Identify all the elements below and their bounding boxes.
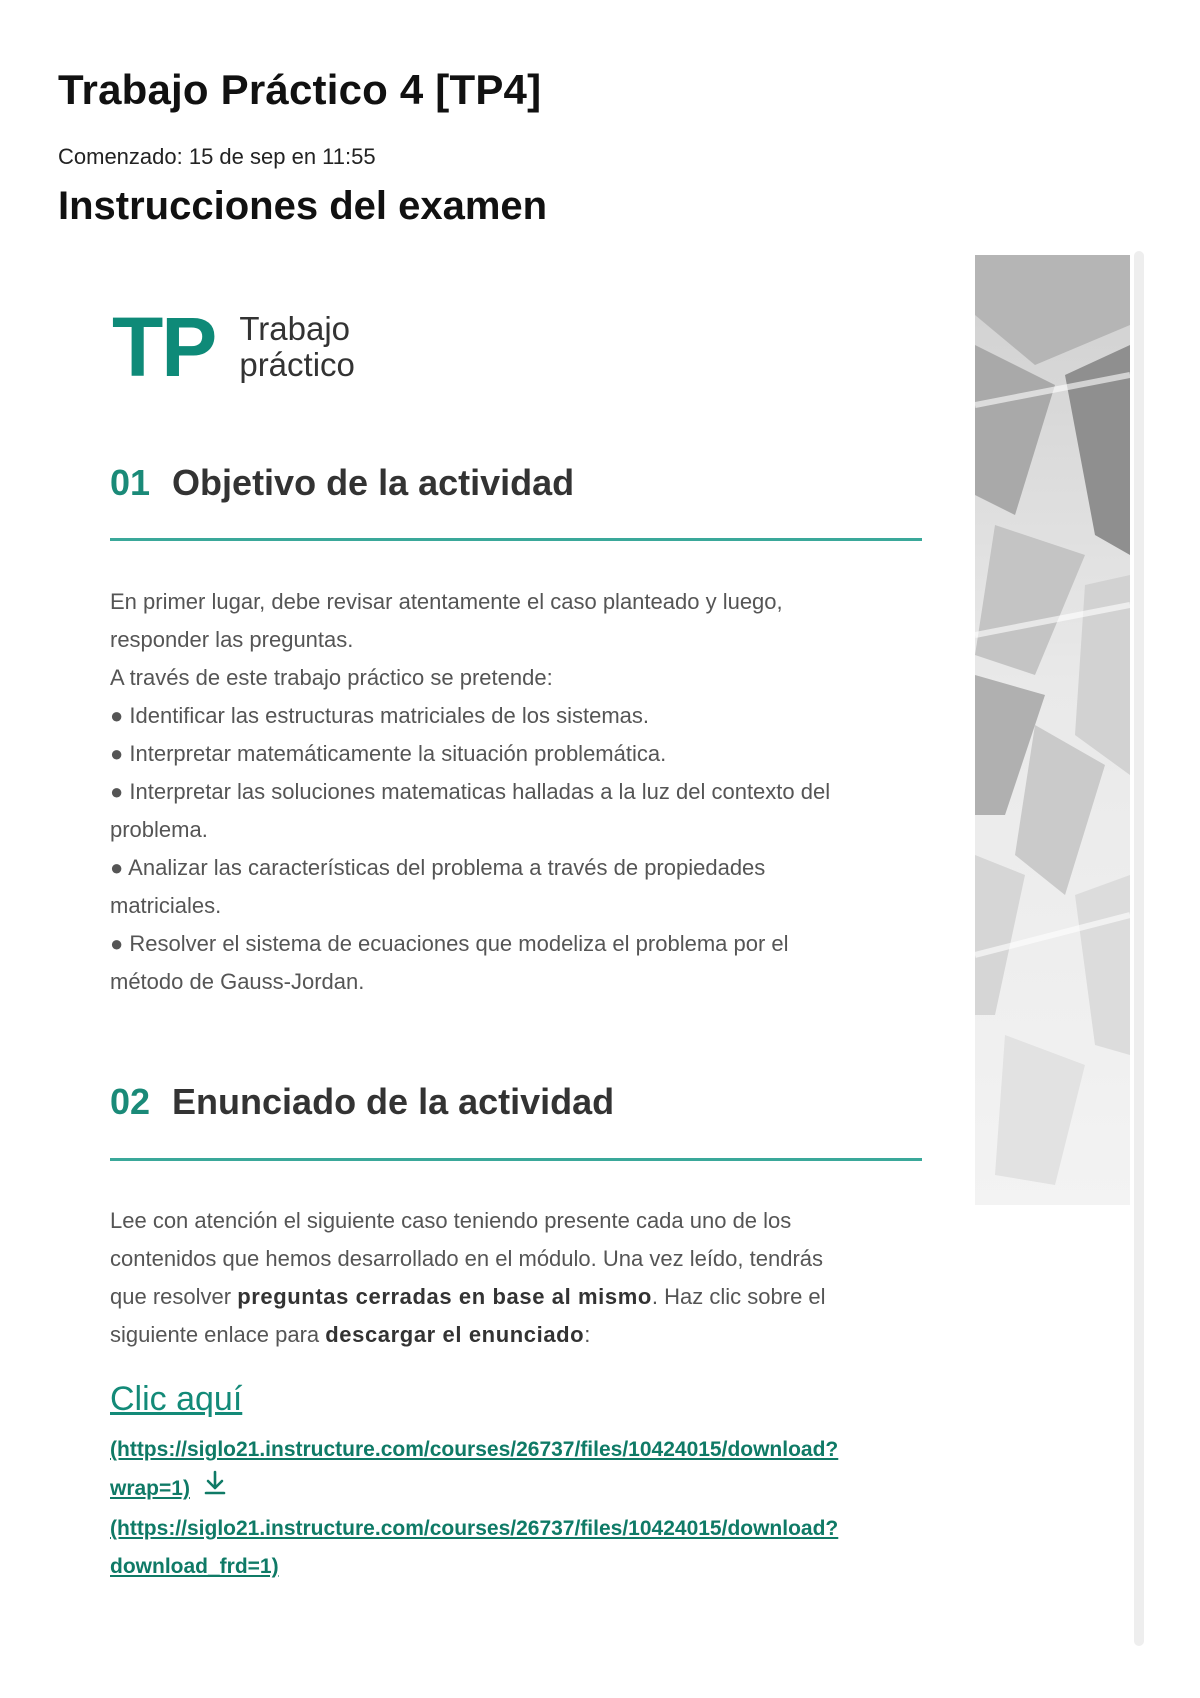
url-text: wrap=1)	[110, 1477, 190, 1501]
bullet-item-continued: problema.	[110, 817, 208, 842]
download-icon[interactable]	[202, 1469, 228, 1510]
section-02-number: 02	[110, 1081, 151, 1122]
section-01-line: A través de este trabajo práctico se pretende:	[110, 665, 553, 690]
abstract-architecture-graphic	[975, 255, 1130, 1205]
section-02-line: contenidos que hemos desarrollado en el módulo. Una vez leído, tendrás	[110, 1246, 824, 1271]
url-text: download_frd=1)	[110, 1555, 279, 1578]
section-02-line	[110, 1316, 930, 1354]
bullet-item-continued: matriciales.	[110, 893, 222, 918]
tp-logo-word-line2: práctico	[239, 346, 355, 383]
download-link-wrap	[110, 1431, 940, 1510]
section-02-heading	[110, 1081, 614, 1123]
scrollbar[interactable]	[1134, 251, 1144, 1646]
section-01-line: responder las preguntas.	[110, 627, 354, 652]
download-url-link[interactable]	[110, 1517, 838, 1578]
download-link-direct	[110, 1510, 940, 1586]
section-01-body	[110, 583, 930, 1001]
section-02-body	[110, 1202, 930, 1354]
section-02-divider	[110, 1158, 922, 1161]
text-run: . Haz clic sobre el	[651, 1284, 826, 1309]
tp-logo-word	[239, 311, 355, 383]
bullet-item: ● Identificar las estructuras matriciales de los sistemas.	[110, 703, 650, 728]
url-text: (https://siglo21.instructure.com/courses/26737/files/10424015/download?	[110, 1517, 839, 1540]
bullet-item-continued: método de Gauss-Jordan.	[110, 969, 365, 994]
section-01-line: En primer lugar, debe revisar atentamente el caso planteado y luego,	[110, 589, 783, 614]
tp-logo-word-line1: Trabajo	[239, 310, 351, 347]
section-01-number: 01	[110, 462, 151, 503]
page-title: Trabajo Práctico 4 [TP4]	[58, 66, 542, 113]
bullet-item: ● Analizar las características del problema a través de propiedades	[110, 855, 766, 880]
text-run: siguiente enlace para	[110, 1322, 326, 1347]
decorative-side-image	[975, 255, 1130, 1205]
started-timestamp: Comenzado: 15 de sep en 11:55	[58, 144, 376, 169]
section-02-line: Lee con atención el siguiente caso teniendo presente cada uno de los	[110, 1208, 792, 1233]
text-run: que resolver	[110, 1284, 238, 1309]
instructions-heading: Instrucciones del examen	[58, 184, 548, 228]
bold-phrase: descargar el enunciado	[325, 1322, 585, 1347]
bullet-item: ● Interpretar las soluciones matematicas halladas a la luz del contexto del	[110, 779, 831, 804]
tp-logo	[112, 300, 355, 394]
bullet-item: ● Interpretar matemáticamente la situación problemática.	[110, 741, 667, 766]
tp-logo-mark: TP	[112, 300, 216, 394]
section-01-heading	[110, 462, 574, 504]
section-02-line	[110, 1278, 930, 1316]
bold-phrase: preguntas cerradas en base al mismo	[237, 1284, 652, 1309]
url-text: (https://siglo21.instructure.com/courses/26737/files/10424015/download?	[110, 1438, 839, 1461]
section-01-divider	[110, 538, 922, 541]
section-02-title: Enunciado de la actividad	[172, 1081, 615, 1122]
clic-aqui-link[interactable]: Clic aquí	[110, 1380, 243, 1418]
section-01-title: Objetivo de la actividad	[172, 462, 575, 503]
text-run: :	[584, 1322, 591, 1347]
bullet-item: ● Resolver el sistema de ecuaciones que modeliza el problema por el	[110, 931, 789, 956]
